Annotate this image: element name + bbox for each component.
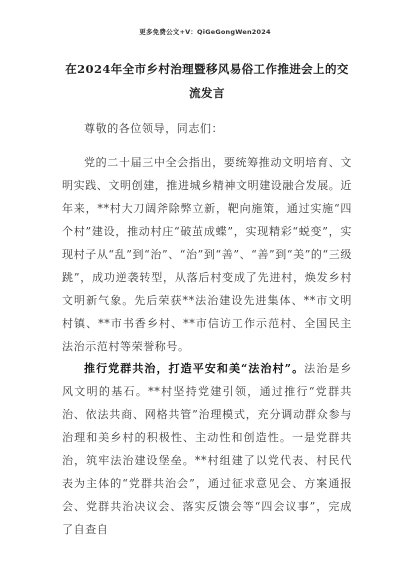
paragraph-1 [62, 151, 352, 358]
paragraph-2-lead: 推行党群共治，打造平安和美“法治村”。 [84, 362, 305, 375]
paragraph-1-text: 党的二十届三中全会指出，要统筹推动文明培育、文明实践、文明创建，推进城乡精神文明建设融合发展。近年来，**村大刀阔斧除弊立新，靶向施策，通过实施“四个村”建设，推动村庄“破茧成蝶”，实现精彩“蜕变”，实现村子从“乱”到“治”、“治”到“善”、“善”到“美”的“三级跳”，成功逆袭转型，从落后村变成了先进村，焕发乡村文明新气象。先后荣获**法治建设先进集体、**市文明村镇、**市书香乡村、**市信访工作示范村、全国民主法治示范村等荣誉称号。 [62, 156, 352, 353]
paragraph-2 [62, 357, 352, 541]
document-title: 在2024年全市乡村治理暨移风易俗工作推进会上的交流发言 [65, 62, 349, 100]
header-note: 更多免费公文+V：QiGeGongWen2024 [139, 28, 271, 36]
paragraph-2-text: 法治是乡风文明的基石。**村坚持党建引领，通过推行“党群共治、依法共商、网格共管”治理模式，充分调动群众参与治理和美乡村的积极性、主动性和创造性。一是党群共治，筑牢法治建设堡垒。**村组建了以党代表、村民代表为主体的“党群共治会”，通过征求意见会、方案通报会、党群共治决议会、落实反馈会等“四会议事”，完成了自查自 [62, 362, 352, 536]
salutation: 尊敬的各位领导，同志们： [84, 122, 224, 135]
